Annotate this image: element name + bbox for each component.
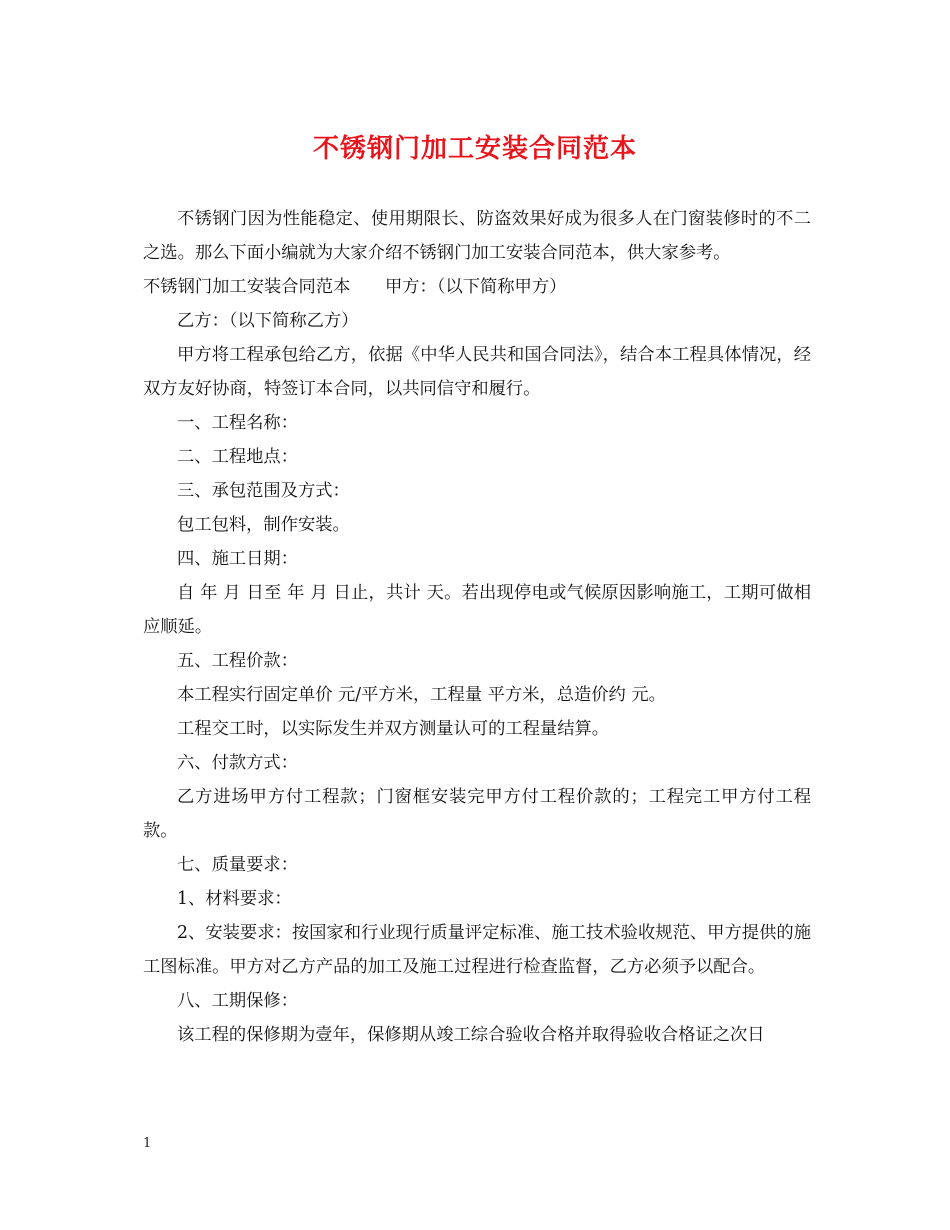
list-item: 1、材料要求： bbox=[177, 889, 292, 909]
list-item: 2、安装要求：按国家和行业现行质量评定标准、施工技术验收规范、甲方提供的施工图标准。甲方对乙方产品的加工及施工过程进行检查监督，乙方必须予以配合。 bbox=[143, 923, 811, 977]
paragraph: 乙方进场甲方付工程款；门窗框安装完甲方付工程价款的；工程完工甲方付工程款。 bbox=[143, 787, 811, 841]
paragraph: 不锈钢门加工安装合同范本 甲方：（以下简称甲方） bbox=[143, 277, 567, 297]
paragraph: 包工包料，制作安装。 bbox=[177, 515, 350, 535]
paragraph: 工程交工时，以实际发生并双方测量认可的工程量结算。 bbox=[177, 719, 610, 739]
section-heading: 一、工程名称： bbox=[177, 413, 298, 433]
paragraph: 该工程的保修期为壹年，保修期从竣工综合验收合格并取得验收合格证之次日 bbox=[177, 1025, 765, 1045]
section-heading: 八、工期保修： bbox=[177, 991, 298, 1011]
paragraph: 自 年 月 日至 年 月 日止，共计 天。若出现停电或气候原因影响施工，工期可做相应顺延。 bbox=[143, 583, 811, 637]
paragraph: 乙方：（以下简称乙方） bbox=[177, 311, 359, 331]
paragraph: 不锈钢门因为性能稳定、使用期限长、防盗效果好成为很多人在门窗装修时的不二之选。那么下面小编就为大家介绍不锈钢门加工安装合同范本，供大家参考。 bbox=[143, 209, 811, 263]
paragraph: 甲方将工程承包给乙方，依据《中华人民共和国合同法》，结合本工程具体情况，经双方友好协商，特签订本合同，以共同信守和履行。 bbox=[143, 345, 811, 399]
section-heading: 二、工程地点： bbox=[177, 447, 298, 467]
document-title: 不锈钢门加工安装合同范本 bbox=[312, 134, 637, 164]
section-heading: 四、施工日期： bbox=[177, 549, 298, 569]
section-heading: 六、付款方式： bbox=[177, 753, 298, 773]
section-heading: 三、承包范围及方式： bbox=[177, 481, 350, 501]
section-heading: 七、质量要求： bbox=[177, 855, 298, 875]
page-number: 1 bbox=[143, 1136, 152, 1151]
paragraph: 本工程实行固定单价 元/平方米，工程量 平方米，总造价约 元。 bbox=[177, 685, 666, 705]
section-heading: 五、工程价款： bbox=[177, 651, 298, 671]
document-body bbox=[143, 202, 811, 1052]
